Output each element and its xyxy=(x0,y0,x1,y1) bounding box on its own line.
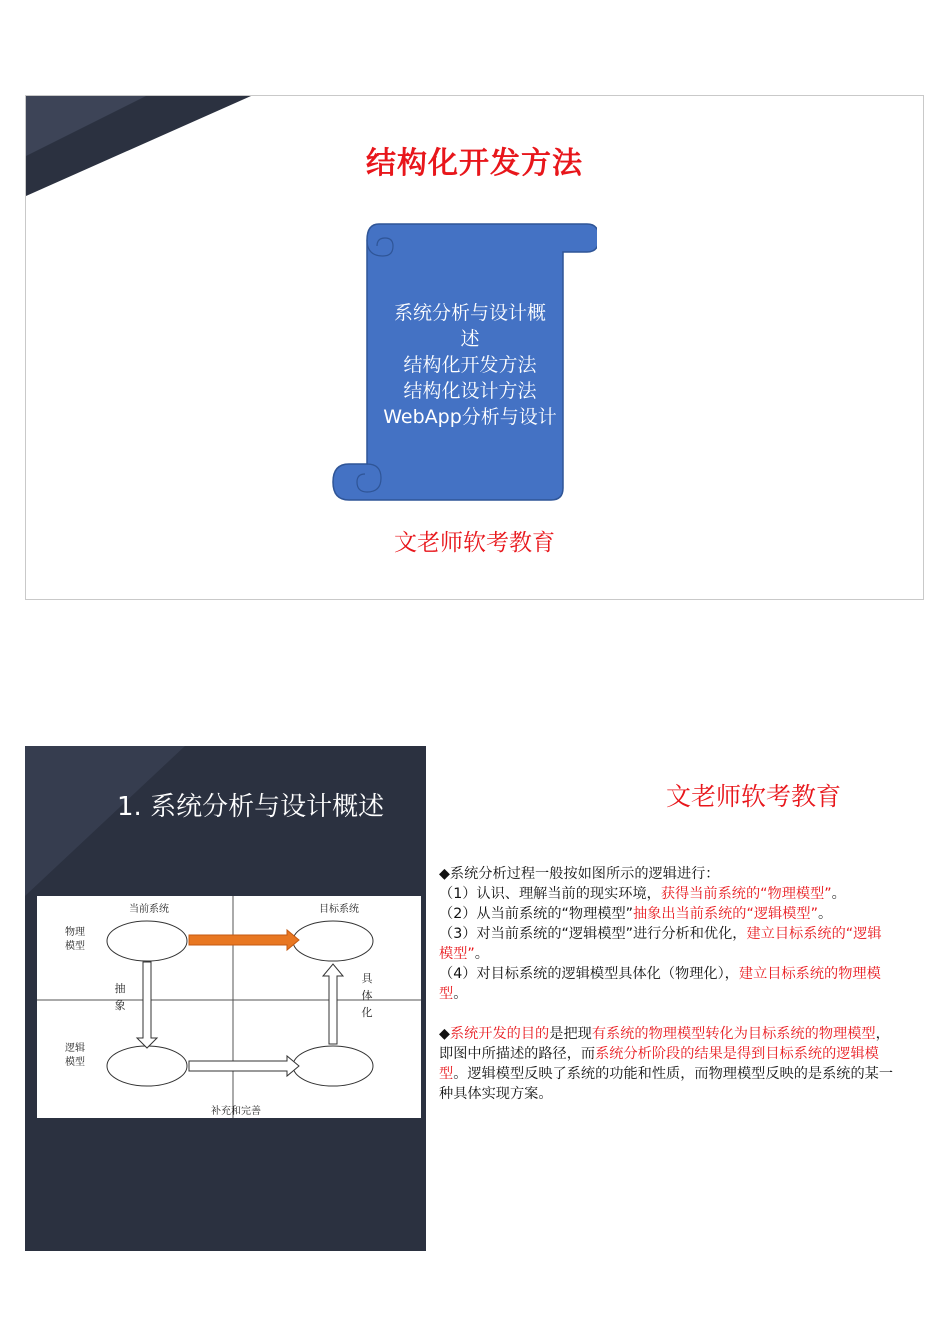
step-tail: 。 xyxy=(817,906,833,922)
step-highlight: 抽象出当前系统的“逻辑模型” xyxy=(632,906,818,922)
analysis-description xyxy=(439,864,894,1104)
step-text: （2）从当前系统的“物理模型” xyxy=(439,906,633,922)
bullet: ◆ xyxy=(439,1026,450,1042)
col-current-label: 当前系统 xyxy=(129,904,169,915)
row-physical-label: 物理模型 xyxy=(65,927,85,952)
row-logical-label: 逻辑模型 xyxy=(65,1043,85,1068)
concretize-label: 具体化 xyxy=(361,972,373,1019)
brand-label: 文老师软考教育 xyxy=(394,530,555,556)
step-tail: 。 xyxy=(453,986,468,1002)
analysis-diagram xyxy=(37,896,421,1118)
step-tail: 。 xyxy=(474,946,489,962)
agenda-item: 结构化设计方法 xyxy=(403,380,537,402)
agenda-item: 述 xyxy=(460,328,480,350)
step-highlight: 获得当前系统的“物理模型” xyxy=(660,886,832,902)
step-highlight: 建立目标系统的“逻辑模型” xyxy=(439,926,882,962)
slide-2-left-panel xyxy=(25,746,426,1251)
slide-1 xyxy=(25,95,924,600)
purpose-paragraph xyxy=(439,1024,894,1104)
step-text: （4）对目标系统的逻辑模型具体化（物理化）， xyxy=(439,966,739,982)
step-item xyxy=(439,924,894,964)
step-text: （1）认识、理解当前的现实环境， xyxy=(439,886,661,902)
highlight: 系统分析阶段的结果是得到目标系统的逻辑模型 xyxy=(439,1046,879,1082)
slide-title: 结构化开发方法 xyxy=(366,146,583,181)
step-highlight: 建立目标系统的物理模型 xyxy=(439,966,881,1002)
step-item xyxy=(439,904,894,924)
panel-decoration xyxy=(25,746,426,906)
agenda-scroll xyxy=(331,220,597,504)
agenda-item: 系统分析与设计概 xyxy=(393,302,546,324)
agenda-list xyxy=(367,300,573,430)
agenda-item: WebApp分析与设计 xyxy=(383,406,557,428)
col-target-label: 目标系统 xyxy=(319,904,359,915)
step-item xyxy=(439,964,894,1004)
brand-label: 文老师软考教育 xyxy=(666,782,842,811)
text: 是把现 xyxy=(549,1026,592,1042)
bottom-label: 补充和完善 xyxy=(211,1106,261,1117)
step-tail: 。 xyxy=(831,886,846,902)
highlight: 系统开发的目的 xyxy=(449,1026,550,1042)
text: 。逻辑模型反映了系统的功能和性质，而物理模型反映的是系统的某一种具体实现方案。 xyxy=(439,1066,894,1102)
agenda-item: 结构化开发方法 xyxy=(403,354,537,376)
step-text: （3）对当前系统的“逻辑模型”进行分析和优化， xyxy=(439,926,747,942)
text: ，即图中所描述的路径，而 xyxy=(439,1026,890,1062)
abstract-label: 抽象 xyxy=(114,982,126,1012)
intro-line: ◆系统分析过程一般按如图所示的逻辑进行： xyxy=(439,866,720,882)
step-item xyxy=(439,884,894,904)
slide-title: 1. 系统分析与设计概述 xyxy=(117,792,385,822)
highlight: 有系统的物理模型转化为目标系统的物理模型 xyxy=(591,1026,876,1042)
